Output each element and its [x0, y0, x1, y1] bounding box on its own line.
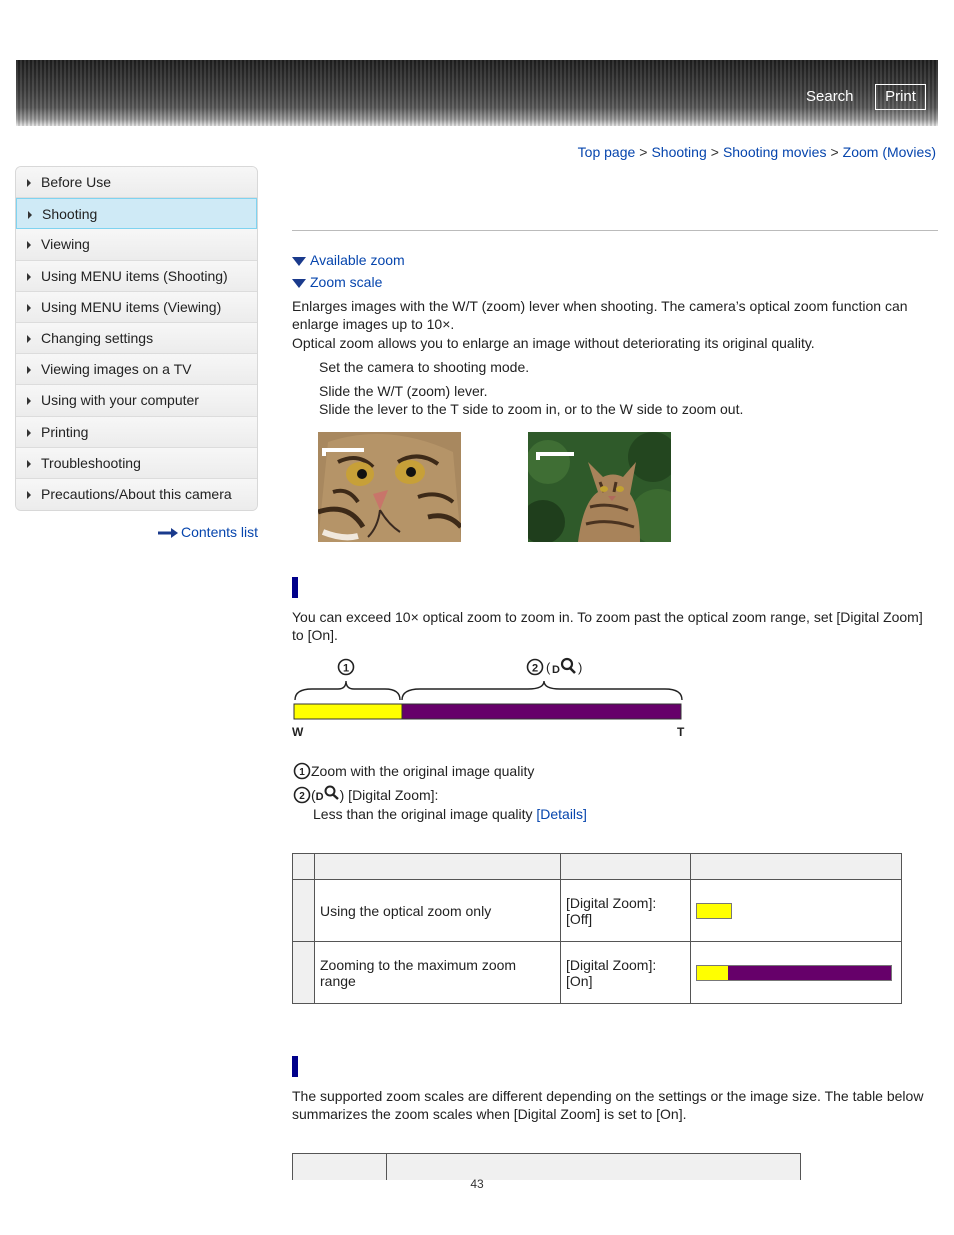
- table-header-row: [293, 1154, 801, 1180]
- step-2-sub: Slide the lever to the T side to zoom in, or to the W side to zoom out.: [319, 401, 744, 417]
- intro-line-3: Optical zoom allows you to enlarge an image without deteriorating its original quality.: [292, 335, 815, 351]
- step-2: Slide the W/T (zoom) lever.: [319, 383, 488, 399]
- breadcrumb: Top page > Shooting > Shooting movies > Zoom (Movies): [577, 144, 936, 160]
- table-cell-setting: [Digital Zoom]: [Off]: [561, 880, 691, 942]
- section-bar-zoom-scale: [292, 1056, 298, 1077]
- table-row: [293, 880, 902, 942]
- chevron-right-icon: [27, 304, 31, 312]
- toc-zoom-scale[interactable]: Zoom scale: [292, 274, 382, 290]
- diagram-label-2: 2: [531, 662, 539, 675]
- optical-zoom-bar: [696, 903, 732, 919]
- sidebar-item-changing-settings[interactable]: Changing settings: [16, 323, 257, 354]
- chevron-right-icon: [27, 366, 31, 374]
- table-header-row: [293, 854, 902, 880]
- circled-1-icon: [293, 762, 311, 780]
- sidebar-item-viewing[interactable]: Viewing: [16, 229, 257, 260]
- available-zoom-line-1: You can exceed 10× optical zoom to zoom in. To zoom past the optical zoom range, set [Digital Zoom]: [292, 609, 923, 625]
- table-row: [293, 942, 902, 1004]
- breadcrumb-shooting[interactable]: Shooting: [651, 144, 707, 160]
- sidebar-item-before-use[interactable]: Before Use: [16, 167, 257, 198]
- sidebar-item-computer[interactable]: Using with your computer: [16, 385, 257, 416]
- diagram-t-label: T: [677, 725, 685, 739]
- zoom-table: [292, 853, 902, 1004]
- svg-text:(: (: [546, 660, 551, 675]
- diagram-w-label: W: [292, 725, 304, 739]
- svg-text:1: 1: [299, 767, 305, 778]
- breadcrumb-zoom-movies[interactable]: Zoom (Movies): [842, 144, 936, 160]
- circled-2-icon: [293, 786, 311, 804]
- details-link[interactable]: [Details]: [536, 806, 587, 822]
- full-zoom-bar: [696, 965, 892, 981]
- chevron-right-icon: [27, 397, 31, 405]
- svg-text:2: 2: [299, 791, 305, 802]
- intro-line-2: enlarge images up to 10×.: [292, 316, 455, 332]
- digital-zoom-segment: [402, 704, 681, 719]
- magnifier-icon: [562, 659, 575, 673]
- chevron-right-icon: [27, 491, 31, 499]
- available-zoom-line-2: to [On].: [292, 627, 338, 643]
- section-bar-available-zoom: [292, 577, 298, 598]
- zoom-scale-line-2: summarizes the zoom scales when [Digital Zoom] is set to [On].: [292, 1106, 687, 1122]
- diagram-label-d: D: [552, 664, 560, 676]
- diagram-label-1: 1: [342, 662, 350, 675]
- chevron-right-icon: [27, 335, 31, 343]
- legend-1: 1 Zoom with the original image quality: [293, 762, 534, 780]
- sidebar-item-precautions[interactable]: Precautions/About this camera: [16, 479, 257, 510]
- zoom-scale-table: [292, 1153, 801, 1180]
- sidebar-item-shooting[interactable]: Shooting: [16, 198, 257, 229]
- sidebar-item-menu-shooting[interactable]: Using MENU items (Shooting): [16, 261, 257, 292]
- table-cell-desc: Zooming to the maximum zoom range: [315, 942, 561, 1004]
- intro-line-1: Enlarges images with the W/T (zoom) lever when shooting. The camera’s optical zoom function can: [292, 298, 908, 314]
- table-cell-setting: [Digital Zoom]: [On]: [561, 942, 691, 1004]
- svg-text:): ): [578, 660, 583, 675]
- toc-available-zoom[interactable]: Available zoom: [292, 252, 405, 268]
- arrow-right-icon: [158, 528, 178, 538]
- cat-wide-photo: [528, 432, 671, 542]
- zoom-scale-line-1: The supported zoom scales are different depending on the settings or the image size. The table below: [292, 1088, 924, 1104]
- chevron-right-icon: [27, 273, 31, 281]
- step-1: Set the camera to shooting mode.: [319, 359, 530, 375]
- sidebar-item-viewing-tv[interactable]: Viewing images on a TV: [16, 354, 257, 385]
- sidebar-item-troubleshooting[interactable]: Troubleshooting: [16, 448, 257, 479]
- triangle-down-icon: [292, 279, 306, 288]
- page-number: 43: [470, 1177, 484, 1191]
- legend-2: 2 (D ) [Digital Zoom]:: [293, 785, 438, 806]
- zoom-range-diagram: [290, 656, 690, 740]
- chevron-right-icon: [27, 429, 31, 437]
- chevron-right-icon: [28, 211, 32, 219]
- legend-2-sub: Less than the original image quality [Details]: [313, 806, 587, 822]
- breadcrumb-top-page[interactable]: Top page: [577, 144, 636, 160]
- cat-closeup-photo: [318, 432, 461, 542]
- magnifier-icon: [324, 785, 340, 801]
- print-button[interactable]: Print: [875, 84, 926, 110]
- breadcrumb-shooting-movies[interactable]: Shooting movies: [722, 144, 827, 160]
- search-link[interactable]: Search: [806, 88, 854, 105]
- title-divider: [292, 230, 938, 231]
- chevron-right-icon: [27, 460, 31, 468]
- sidebar-item-menu-viewing[interactable]: Using MENU items (Viewing): [16, 292, 257, 323]
- sidebar-nav: [15, 166, 258, 511]
- contents-list-link[interactable]: Contents list: [158, 524, 258, 540]
- chevron-right-icon: [27, 241, 31, 249]
- optical-zoom-segment: [294, 704, 402, 719]
- triangle-down-icon: [292, 257, 306, 266]
- chevron-right-icon: [27, 179, 31, 187]
- header-bar: [16, 60, 938, 126]
- table-cell-desc: Using the optical zoom only: [315, 880, 561, 942]
- sidebar-item-printing[interactable]: Printing: [16, 417, 257, 448]
